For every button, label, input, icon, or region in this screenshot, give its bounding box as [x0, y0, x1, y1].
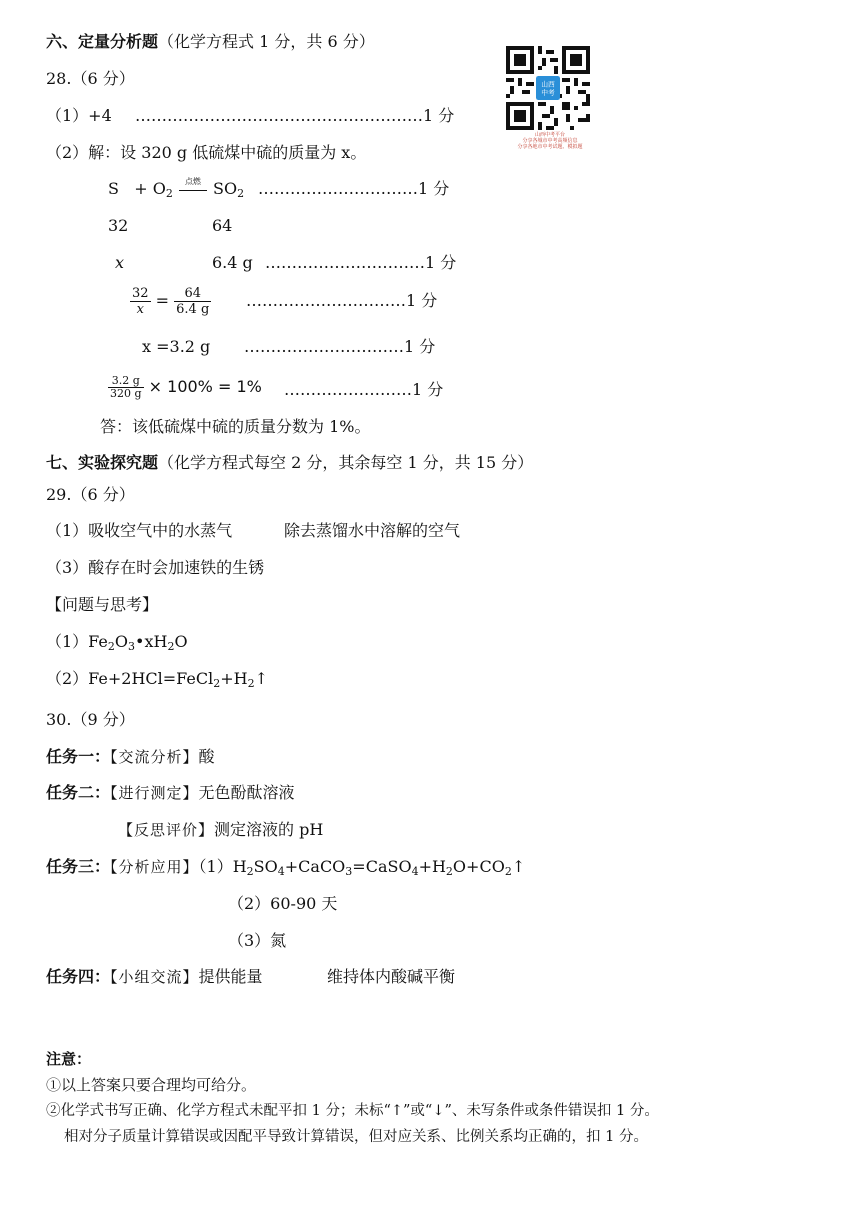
percent-den: 320 g — [110, 387, 142, 400]
task-2 — [46, 783, 295, 803]
task-3-eq-sub-6: 2 — [504, 865, 512, 878]
q28-part1 — [46, 106, 112, 126]
qr-code — [506, 46, 590, 130]
mass-32: 32 — [108, 216, 129, 235]
percent-num: 3.2 g — [108, 375, 144, 388]
task-4-label: 任务四： — [46, 967, 111, 986]
q28-part1-dots: ………………………………………………1 分 — [135, 106, 455, 125]
q29-part3: （3）酸存在时会加速铁的生锈 — [46, 558, 265, 577]
note-3: 相对分子质量计算错误或因配平导致计算错误，但对应关系、比例关系均正确的，扣 1 分。 — [64, 1129, 648, 1145]
ratio-num-1: 32 — [132, 286, 149, 301]
task-2b-bracket: 【反思评价】 — [118, 821, 215, 839]
q29-think-1 — [46, 632, 188, 657]
mass-dots: …………………………1 分 — [265, 253, 457, 272]
task-1-answer: 酸 — [198, 747, 215, 766]
ratio-num-2: 64 — [174, 286, 211, 302]
task-4-answer-1: 提供能量 — [198, 967, 263, 986]
product-mass: 6.4 g — [212, 253, 253, 272]
section-6-note: （化学方程式 1 分，共 6 分） — [158, 32, 375, 51]
task-2-bracket: 【进行测定】 — [110, 784, 199, 802]
q29-part1a: （1）吸收空气中的水蒸气 — [46, 521, 233, 540]
note-2: ②化学式书写正确、化学方程式未配平扣 1 分；未标“↑”或“↓”、未写条件或条件错误扣 1 分。 — [46, 1103, 659, 1119]
task-3-eq-a: （1）H — [198, 857, 247, 876]
qr-caption — [490, 132, 610, 150]
task-3-eq-sub-5: 2 — [445, 865, 453, 878]
rust-formula-d: O — [174, 632, 188, 651]
percent-dots: ……………………1 分 — [284, 380, 444, 399]
q29-header: 29.（6 分） — [46, 485, 135, 504]
percent-fraction — [108, 375, 144, 400]
qr-caption-line-1: 山西中考平台 — [534, 132, 565, 138]
ratio-equation — [130, 282, 211, 320]
q28-equation — [108, 176, 245, 204]
eq-plus-oxygen: + O — [134, 179, 166, 198]
q29-part1b: 除去蒸馏水中溶解的空气 — [284, 521, 461, 540]
iron-eq-b: +H — [220, 669, 248, 688]
task-3-part-2: （2）60-90 天 — [228, 894, 338, 913]
task-3-eq-sub-1: 2 — [246, 865, 254, 878]
eq-product-subscript: 2 — [237, 187, 245, 200]
gas-arrow-icon: ↑ — [254, 669, 269, 688]
rust-formula-b: O — [114, 632, 129, 651]
task-1 — [46, 747, 215, 767]
ratio-fraction-2 — [174, 286, 211, 317]
eq-sulfur: S — [108, 179, 119, 198]
notes-title: 注意： — [46, 1050, 92, 1068]
q28-answer: 答：该低硫煤中硫的质量分数为 1%。 — [100, 417, 371, 436]
rust-formula-sub-2: 3 — [128, 640, 136, 653]
eq-oxygen-subscript: 2 — [165, 187, 173, 200]
task-3-eq-e: +H — [418, 857, 446, 876]
task-3-eq-sub-2: 4 — [277, 865, 285, 878]
task-3-eq-sub-4: 4 — [411, 865, 419, 878]
iron-eq-a: （2）Fe+2HCl=FeCl — [46, 669, 214, 688]
qr-caption-line-2: 分享各城市中考高频信息 — [522, 138, 578, 144]
note-1: ①以上答案只要合理均可给分。 — [46, 1076, 257, 1094]
task-3-eq-f: O+CO — [452, 857, 505, 876]
q30-header: 30.（9 分） — [46, 710, 135, 729]
task-2-answer: 无色酚酞溶液 — [198, 783, 295, 802]
percent-equation — [108, 372, 262, 402]
task-4-bracket: 【小组交流】 — [110, 968, 199, 986]
task-3-bracket: 【分析应用】 — [110, 858, 199, 876]
task-3-eq-c: +CaCO — [284, 857, 346, 876]
solve-dots: …………………………1 分 — [244, 337, 436, 356]
unknown-x: x — [115, 253, 125, 272]
eq-reaction-arrow — [178, 176, 208, 199]
task-3-eq-sub-3: 3 — [345, 865, 353, 878]
task-2b-answer: 测定溶液的 pH — [214, 820, 324, 839]
task-3-gas-arrow-icon: ↑ — [511, 857, 526, 876]
section-7-note: （化学方程式每空 2 分，其余每空 1 分，共 15 分） — [158, 453, 534, 472]
task-3-label: 任务三： — [46, 857, 111, 876]
task-3-part-3: （3）氮 — [228, 931, 287, 950]
task-3 — [46, 857, 525, 882]
rust-formula-sub-3: 2 — [167, 640, 175, 653]
q29-think-heading: 【问题与思考】 — [46, 595, 159, 614]
qr-caption-line-3: 分享各地市中考试题、模拟题 — [517, 144, 583, 150]
section-6-title: 六、定量分析题 — [46, 32, 159, 51]
section-7-title: 七、实验探究题 — [46, 453, 159, 472]
ratio-fraction-1 — [130, 286, 151, 317]
rust-formula-a: （1）Fe — [46, 632, 108, 651]
ratio-den-2: 6.4 g — [176, 302, 210, 317]
percent-result: × 100% = 1% — [148, 377, 262, 396]
q28-equation-dots: …………………………1 分 — [258, 179, 450, 198]
ratio-equals: = — [155, 291, 170, 310]
task-2b — [118, 820, 323, 840]
section-7-heading — [46, 453, 533, 473]
task-2-label: 任务二： — [46, 783, 111, 802]
ratio-den-1: x — [136, 302, 144, 317]
iron-eq-sub-1: 2 — [213, 677, 221, 690]
task-1-bracket: 【交流分析】 — [110, 748, 199, 766]
eq-condition: 点燃 — [184, 176, 201, 186]
task-3-eq-b: SO — [253, 857, 278, 876]
q29-think-2 — [46, 669, 268, 694]
eq-product: SO — [213, 179, 238, 198]
rust-formula-sub-1: 2 — [107, 640, 115, 653]
rust-formula-c: •xH — [135, 632, 168, 651]
section-6-heading — [46, 32, 375, 52]
mass-64: 64 — [212, 216, 233, 235]
q28-part1-label: （1）+4 — [46, 106, 112, 125]
task-1-label: 任务一： — [46, 747, 111, 766]
q28-header: 28.（6 分） — [46, 69, 135, 88]
qr-center-label-1: 山西 — [541, 80, 555, 89]
solve-x: x =3.2 g — [142, 337, 211, 356]
task-4-answer-2: 维持体内酸碱平衡 — [327, 967, 456, 986]
iron-eq-sub-2: 2 — [247, 677, 255, 690]
task-4 — [46, 967, 263, 987]
ratio-dots: …………………………1 分 — [246, 291, 438, 310]
qr-center-label-2: 中考 — [541, 88, 555, 97]
task-3-eq-d: =CaSO — [352, 857, 412, 876]
q28-part2: （2）解：设 320 g 低硫煤中硫的质量为 x。 — [46, 143, 367, 162]
